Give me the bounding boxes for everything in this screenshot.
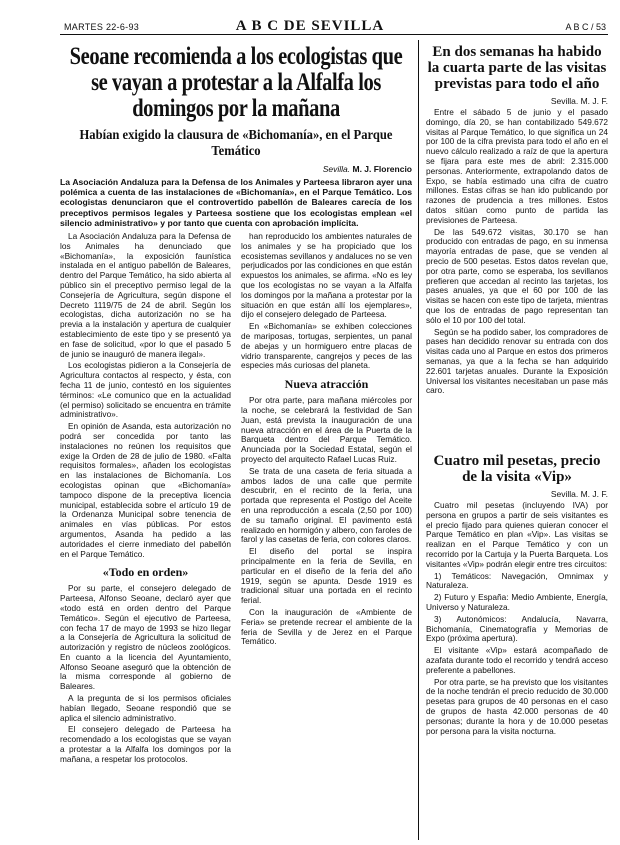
main-headline: Seoane recomienda a los ecologistas que se vayan a protestar a la Alfalfa los domingos por la mañana	[69, 43, 403, 122]
body-paragraph: A la pregunta de si los permisos oficiales habían llegado, Seoane respondió que se aplica el silencio administrativo.	[60, 693, 231, 723]
page-header	[0, 0, 620, 36]
side-headline-2: Cuatro mil pesetas, precio de la visita «Vip»	[433, 453, 601, 485]
body-paragraph: han reproducido los ambientes naturales de los animales y se ha propiciado que los ecosistemas sevillanos y andaluces no se ven perjudicados por las condiciones en que están expuestos los animales, se afirma. «No es ley que los ecologistas no se vayan a la Alfalfa los domingos por la mañana a protestar por la situación en que están allí los ejemplares», dijo el consejero delegado de Parteesa.	[241, 232, 412, 320]
byline-city: Sevilla.	[322, 164, 351, 174]
side-body-2	[426, 501, 608, 781]
side-story-vip	[426, 453, 608, 781]
body-paragraph: Según se ha podido saber, los compradores de pases han decidido renovar su entrada con dos visitas cada uno al Parque en estos dos primeros semanas, ya que a la fecha se han adquirido 22.601 tarjetas anuales. Durante la Exposición Universal los visitantes necesitaban un pase más caro.	[426, 326, 608, 396]
side-byline-2: Sevilla. M. J. F.	[550, 489, 608, 499]
body-paragraph: En «Bichomanía» se exhiben colecciones de mariposas, tortugas, serpientes, un panal de abejas y un hormiguero entre placas de vidrio transparente, cangrejos y peces de las especies más curiosas del planeta.	[241, 321, 412, 371]
main-byline	[60, 164, 412, 174]
body-paragraph: Entre el sábado 5 de junio y el pasado domingo, día 20, se han contabilizado 549.672 visitas al Parque Temático, lo que significa un 24 por 100 de la cifra prevista para todo el año en el nuevo cálculo realizado a raíz de que la apertura se fijara para este mes de abril: 2.315.000 personas. Anteriormente, extrapolando datos de Expo, se había estimado una cifra de cuatro millones. Estas cifras se han ido publicando por razones de prudencia a tres millones. Estos datos sitúan como punto de partida las previsiones de Parteesa.	[426, 107, 608, 225]
body-paragraph: Cuatro mil pesetas (incluyendo IVA) por persona en grupos a partir de seis visitantes es el precio fijado para quienes quieran conocer el Parque Temático en plan «Vip». Las visitas se realizan en el Parque Temático y con un recorrido por la Cartuja y la Puerta Barqueta. Los visitantes «Vip» podrán elegir entre tres circuitos:	[426, 501, 608, 569]
body-paragraph: La Asociación Andaluza para la Defensa de los Animales ha denunciado que «Bichomanía», la exposición faunística instalada en el antiguo pabellón de Baleares, dentro del Parque Temático, ha sido abierta al público sin el preceptivo permiso legal de la Consejería de Agricultura, según dispone el Decreto 1119/75 de 24 de abril. Según los ecologistas, dicha autorización no se ha previa a la instalación y apertura de cualquier establecimiento de este tipo y se presentó ya en fase de solicitud, «por lo que el pasado 5 de junio se inauguró de manera ilegal».	[60, 232, 231, 359]
main-column-1	[60, 232, 231, 838]
body-paragraph: 1) Temáticos: Navegación, Omnimax y Naturaleza.	[426, 570, 608, 591]
body-paragraph: Se trata de una caseta de feria situada a ambos lados de una calle que permite descubrir, en el recinto de la feria, una portada que representa el Postigo del Aceite en una reproducción a escala (2,50 por 100) de su tamaño original. El pavimento está realizado en hormigón y albero, con faroles de farol y las casetas de feria, con colores claros.	[241, 465, 412, 545]
body-paragraph: Los ecologistas pidieron a la Consejería de Agricultura contactos al respecto, y ésta, con fecha 11 de junio, contestó en los siguientes términos: «Le comunico que en la actualidad (el permiso) solicitado se encuentra en trámite administrativo».	[60, 360, 231, 420]
body-paragraph: Por otra parte, se ha previsto que los visitantes de la noche tendrán el precio reducido de 30.000 pesetas para grupos de 40 personas en el caso de grupos de hasta 42.000 personas de 40 personas; durante la hora y de 10.000 pesetas por persona para la visita nocturna.	[426, 676, 608, 736]
sidebar	[426, 40, 608, 840]
body-paragraph: Con la inauguración de «Ambiente de Feria» se pretende recrear el ambiente de la feria de Sevilla y de Jerez en el Parque Temático.	[241, 606, 412, 647]
byline-author: M. J. Florencio	[352, 164, 412, 174]
body-paragraph: El consejero delegado de Parteesa ha recomendado a los ecologistas que se vayan a protestar a la Alfalfa los domingos por la mañana, a respetar los protocolos.	[60, 724, 231, 764]
main-column-2	[241, 232, 412, 838]
column-divider	[418, 40, 419, 840]
body-paragraph: De las 549.672 visitas, 30.170 se han producido con entradas de pago, en su inmensa mayoría entradas de pase, que se venden al precio de 500 pesetas. Estos datos revelan que, por otra parte, como se esperaba, los sevillanos prefieren que accedan al recinto las tarjetas, los pases anuales, ya que el 60 por 100 de las visitas se hacen con este tipo de tarjeta, mientras que los de entradas de pago representan tan sólo el 10 por 100 del total.	[426, 226, 608, 325]
issue-date: MARTES 22-6-93	[64, 22, 140, 32]
page-number: A B C / 53	[565, 22, 606, 32]
side-byline-1: Sevilla. M. J. F.	[550, 96, 608, 106]
body-paragraph: Por su parte, el consejero delegado de Parteesa, Alfonso Seoane, declaró ayer que «todo está en orden dentro del Parque Temático». Según el ejecutivo de Parteesa, con fecha 17 de mayo de 1993 se hizo llegar a la Consejería de Agricultura la solicitud de autorización y registro de núcleos zoológicos. En cuanto a la licencia del Ayuntamiento, Alfonso Seoane aseguró que la obtención de la misma corresponde al gobierno de Baleares.	[60, 583, 231, 692]
main-columns	[60, 232, 412, 838]
body-paragraph: El visitante «Vip» estará acompañado de azafata durante todo el recorrido y tendrá acceso preferente a pabellones.	[426, 645, 608, 675]
body-paragraph: 3) Autonómicos: Andalucía, Navarra, Bichomanía, Cinematografía y Memorias de Expo (próxima apertura).	[426, 613, 608, 644]
main-subheadline: Habían exigido la clausura de «Bichomanía», en el Parque Temático	[79, 128, 393, 159]
column-subhead: «Todo en orden»	[102, 565, 189, 580]
side-body-1	[426, 108, 608, 396]
body-paragraph: En opinión de Asanda, esta autorización no podrá ser concedida por tanto las instalaciones no reúnen los requisitos que exige la Orden de 28 de julio de 1980. «Falta requisitos formales», añaden los ecologistas en las instalaciones de Bichomanía. Los ecologistas opinan que «Bichomanía» tampoco dispone de la preceptiva licencia municipal, establecida sobre el artículo 19 de la Ordenanza Municipal sobre tenencia de animales en vías públicas. Por estos argumentos, Asanda ha pedido a las autoridades el cierre inmediato del pabellón en el Parque Temático.	[60, 421, 231, 559]
body-paragraph: Por otra parte, para mañana miércoles por la noche, se celebrará la festividad de San Juan, está prevista la inauguración de una nueva atracción en el área de la Puerta de la Barqueta dentro del Parque Temático. Anunciada por la Sociedad Estatal, según el proyecto del arquitecto Rafael Lucas Ruiz.	[241, 395, 412, 464]
column-subhead: Nueva atracción	[284, 377, 369, 392]
section-title: A B C DE SEVILLA	[235, 18, 385, 34]
body-paragraph: El diseño del portal se inspira principalmente en la feria de Sevilla, en particular en el diseño de la feria del año 1919, según se apunta. Desde 1919 es tradicional situar una portada en el recinto ferial.	[241, 546, 412, 606]
side-headline-1: En dos semanas ha habido la cuarta parte de las visitas previstas para todo el año	[427, 44, 607, 92]
body-paragraph: 2) Futuro y España: Medio Ambiente, Energía, Universo y Naturaleza.	[426, 592, 608, 612]
header-rule	[60, 34, 608, 35]
main-story	[60, 40, 412, 838]
main-lead: La Asociación Andaluza para la Defensa de los Animales y Parteesa libraron ayer una polémica a cuenta de las instalaciones de «Bichomanía», en el Parque Temático. Los ecologistas denunciaron que el controvertido pabellón de Baleares carecía de los preceptivos permisos legales y Parteesa sostiene que los ecologistas emplean «el silencio administrativo» y por tanto que cuenta con aprobación implícita.	[60, 177, 412, 228]
side-story-visits	[426, 40, 608, 445]
